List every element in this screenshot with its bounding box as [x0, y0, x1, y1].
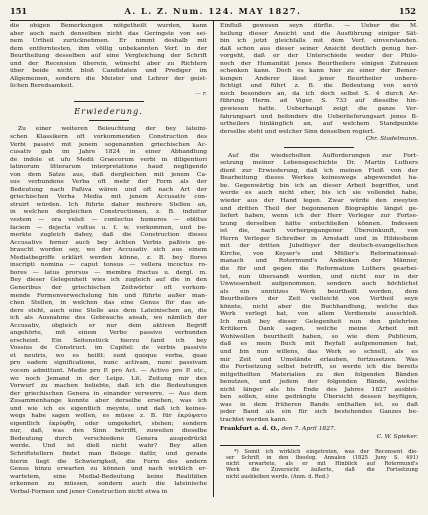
text-line: werde es auch nicht eher, bis ich sie vollendet habe, [220, 189, 418, 197]
column-divider [213, 21, 214, 497]
text-line: pro eadem significatione, nunc activam, nunc passivam [10, 359, 207, 367]
date: den 7. April 1827. [281, 425, 336, 433]
text-line: Bearbeitung dieses Werkes keineswegs abgewendet ha- [220, 174, 418, 182]
text-line: ser Schrift in den theolog. Annalen (1825 Juny S. 491) [226, 454, 418, 461]
text-line: mitgetheilten Materialien zu den folgenden Bänden [220, 370, 418, 378]
text-line: de indole et ufu Medii Graecorum verbi in diligentiori [10, 155, 207, 163]
text-line: Wohlwollen beurtheilt haben, so wie dem Publicum, [220, 332, 418, 340]
text-line: von dem Satze aus, daß dergleichen mit jenem Ca- [10, 170, 207, 178]
text-line: eigentlich ἐκρύφθη, oder umgekehrt, stehen; sondern [10, 419, 207, 427]
text-line: wo noch Jemand in der Leipz. Lit. Zeitung mir den [10, 374, 207, 382]
text-line: ben sollen, eine gedrängte Übersicht dessen beyfügen, [220, 393, 418, 401]
text-line: Werk die Zuversicht äußerte, daß die Fortsetzung [226, 467, 418, 474]
text-line: ich als Ausnahme des Gebrauchs ansah, wo nämlich der [10, 314, 207, 322]
text-line: angehörte, mit einem Verbo passivo verbunden [10, 329, 207, 337]
text-line: und der Recension überein, wünscht aber zu Richtern [10, 59, 207, 67]
text-line: hierin liegt die Schwierigkeit, die Form des andern [10, 457, 207, 465]
text-line: be. Gegenwärtig bin ich an dieser Arbeit begriffen, und [220, 181, 418, 189]
text-line: bin ich jetzt gleichfalls mit dem Verf. einverstanden. [220, 37, 418, 45]
text-line: Werk verlegt hat, von allem Verdienste ausschloß. [220, 310, 418, 318]
text-line: bores — latus prorsus — membra fractus u. dergl. m. [10, 268, 207, 276]
right-column [220, 22, 418, 480]
text-line: Verbi passivi mit jenem sogenannten griechischen Ac- [10, 140, 207, 148]
text-line: führung Herm. ad Viger. S. 733 auf dieselbe hin- [220, 97, 418, 105]
text-line: dient zur Erwiederung, daß ich meinen Fleiß von der [220, 166, 418, 174]
text-line: schenken kann. Doch es kann hier zu einer der Bemer- [220, 67, 418, 75]
erwiederung-body [10, 125, 207, 495]
text-line: und wie ich es eigentlich meynte, und daß ich keines- [10, 404, 207, 412]
section-rule [89, 120, 129, 121]
intro-signature: — r. [195, 89, 207, 97]
author-signature: Chr. Stadelmann. [365, 135, 418, 143]
text-line: jeder Band als ein für sich bestehendes Ganzes be- [220, 408, 418, 416]
text-line: fichtigt und führt z. B. die Bedeutung von κατὰ [220, 82, 418, 90]
text-line: was in dem früheren Bande enthalten ist, so daß [220, 400, 418, 408]
announcement-author: C. W. Spieker. [376, 432, 418, 440]
section-rule [284, 147, 354, 148]
text-line: noch der Humanität jenes Beurtheilers einigen Zutrauen [220, 59, 418, 67]
page-header [10, 6, 416, 20]
text-line: die für und gegen die Reformation Luthers gearbei- [220, 264, 418, 272]
text-line: und dritten Theil der begonnenen Biographie längst ge- [220, 204, 418, 212]
text-line: *) Somit ich wirklich eingetreten, was der Recensent die- [234, 448, 418, 455]
page-number: 151 [10, 6, 28, 16]
text-line: Bedeutung durch verschiedene Genera ausgedrückt [10, 434, 207, 442]
text-line: die obigen Bemerkungen mitgetheilt wurden, kann [10, 22, 207, 29]
text-line: aber auch nach denselben nicht das Geringste von sei- [10, 29, 207, 37]
text-line: nicht erwartete, als er mit Hinblick auf Rotermund's [226, 461, 418, 468]
text-line: trachtet werden kann. [220, 415, 288, 423]
text-line: Genus hinzu erwarten zu können und nach wirklich er- [10, 465, 207, 473]
text-line: Beurtheilers der Zeit vielleicht von Vortheil seyn [220, 295, 418, 303]
text-line: Bey dieser Gelegenheit wies ich zugleich auf die in den [10, 276, 207, 284]
text-line: tet, nun übersandt worden, und nicht nur in der [220, 272, 418, 280]
text-line: ist die, nach vorhergegangener Übereinkunft, von [220, 227, 418, 235]
section-title: Erwiederung. [74, 106, 143, 117]
text-line: merkte zugleich dabey, daß die Construction dieses [10, 231, 207, 239]
column-number: 152 [398, 6, 416, 16]
text-line: die Fortsetzung selbst betrifft, so werde ich die bereits [220, 363, 418, 371]
text-line: chen Stellen, in welchen das eine Genus für das an- [10, 299, 207, 307]
text-line: Generibus der griechischen Zeitwörter oft vorkom- [10, 283, 207, 291]
place: Frankfurt a. d. O., [220, 425, 280, 433]
text-line: Accusativs ferner auch bey ächten Verbis paßivis ge- [10, 238, 207, 246]
continued-paragraph [220, 22, 418, 135]
intro-paragraph [10, 22, 207, 90]
text-line: braucht worden sey, wo der Accusativ sich aus einem [10, 246, 207, 254]
text-line: lichen Beredsamkeit. [10, 82, 74, 90]
text-line: inscripti nomina — caput tonsus — vellera incoctus ro- [10, 261, 207, 269]
text-line: in welchen dergleichen Constructionen, z. B. induitur [10, 208, 207, 216]
text-line: Einfluß gewesen seyn dürfte. — Ueber die M. [220, 22, 418, 29]
text-line: daß schon aus dieser seiner Ansicht deutlich genug her- [220, 44, 418, 52]
footnote-rule [220, 445, 300, 446]
text-line: Kirche, von Keyser's und Müller's Reformationsal- [220, 249, 418, 257]
text-line: Herrn Verleger Schreiber in Arnstadt und in Hildesheim [220, 234, 418, 242]
text-line: mir Zeit und Umstände erlauben, fortzusetzen. Was [220, 355, 418, 363]
text-line: nicht länger als bis Ende des Jahres 1827 ausblei- [220, 385, 418, 393]
text-line: noch besonders an, da ich doch selbst S. 4 durch Ar- [220, 89, 418, 97]
text-line: Ich muß bey dieser Gelegenheit nun den gelehrten [220, 317, 418, 325]
text-line: nicht ausbleiben werde. (Anm. d. Red.) [226, 473, 329, 480]
footnote [220, 449, 418, 480]
text-line: der griechischen Genera in einander verwerre. — Aus dem [10, 389, 207, 397]
text-line: über beide nicht bloß Candidaten und Prediger im [10, 67, 207, 75]
text-line: könnte, nicht aber die Buchhandlung, welche das [220, 302, 418, 310]
text-line: faciem — dejecta vultus u. f. w. vorkommen, und be- [10, 223, 207, 231]
text-line: Vossius de Construct. im Capitel: de verbis passivis [10, 344, 207, 352]
text-line: sus verbundene Verba oft mehr der Form als der [10, 178, 207, 186]
text-line: Mediatbegriffe erklärt werden könne, z. B. bey flores [10, 253, 207, 261]
text-line: liefert haben, wenn ich der Herr Verleger zur Fortse- [220, 212, 418, 220]
text-line: dere steht, auch eine Stelle aus dem Lateinischen an, die [10, 306, 207, 314]
text-line: Auf die wiederholten Aufforderungen zur Fort- [228, 151, 418, 159]
text-line: Bedeutung nach Paßiva wären und oft nach Art der [10, 185, 207, 193]
text-line: Verbal-Formen und jener Construction nicht etwa in [10, 487, 168, 495]
text-line: dem entferntesten, ihm völlig unbekannten Verf. in der [10, 44, 207, 52]
text-line: Schriftstellern findet man Belege dafür, und gerade [10, 449, 207, 457]
text-line: werde. Und ist dieß nicht wahr? Bey allen [10, 442, 207, 450]
text-line: latinorum litterarum interpretatione haud negligendo [10, 163, 207, 171]
text-line: kungen Anderer lässt jener Beurtheiler unbere- [220, 74, 418, 82]
text-line: tzung derselben hätte entschließen können. Indessen [220, 219, 418, 227]
text-line: urtheilers hinlänglich an, auf welchem Standpunkte [220, 120, 418, 128]
text-line: Kritikern Dank sagen, welche meine Arbeit mit [220, 325, 418, 333]
journal-title: A. L. Z. Num. 124. MAY 1827. [124, 6, 302, 16]
text-line: Unwissenheit aufgenommen, sondern auch höchlichst [220, 280, 418, 288]
text-line: mit der dritten Jubelfeyer der deutsch-evangelischen [220, 242, 418, 250]
text-line: wartetem, eine Medial-Bedeutung keine Realitäten [10, 472, 207, 480]
dateline [220, 425, 418, 433]
text-line: wieder aus der Hand legen. Zwar würde den zweyten [220, 197, 418, 205]
text-line: heilung dieser Ansicht und die Ausführung einiger Sät- [220, 29, 418, 37]
text-line: et neutris, wo es heißt: sunt quoque verba, quae [10, 351, 207, 359]
text-line: als ein unnützes Werk beurtheilt worden, dem [220, 287, 418, 295]
text-line: Allgemeinen, sondern die Meister und Lehrer der geist- [10, 74, 207, 82]
text-line: mende Formenverwechslung hin und führte außer man- [10, 291, 207, 299]
text-line: vorgeht, daß er der Unterschiede weder der Philo- [220, 52, 418, 60]
text-line: manach und Rotermund's Andenken der Männer, [220, 257, 418, 265]
announcement-body [220, 152, 418, 424]
text-line: cusativ gab im Jahre 1824 in einer Abhandlung [10, 148, 207, 156]
text-line: vestem — ora velsit — contectus humeros — oblitus [10, 216, 207, 224]
left-column [10, 22, 207, 495]
text-line: Zu einer weiteren Beleuchtung der bey lateini- [18, 125, 207, 133]
text-line: struirt würden. Ich führte daher mehrere Stellen an, [10, 200, 207, 208]
text-line: schen Klassikern oft vorkommenden Construction des [10, 133, 207, 141]
text-line: setzung meiner Lebensgeschichte Dr. Martin Luthers [220, 159, 418, 167]
text-line: Beurtheilung desselben auf eine Vergleichung der Schrift [10, 52, 207, 60]
text-line: erkennen zu müssen, sondern auch die lateinische [10, 480, 207, 488]
text-line: wegs habe sagen wollen, es müsse z. B. für ἐκρύψατο [10, 412, 207, 420]
text-line: Zusammenhange konnte aber derselbe ersehen, was ich [10, 397, 207, 405]
text-line: Vorwurf zu machen beliebte, daß ich die Bedeutungen [10, 382, 207, 390]
text-line: nur, daß, was den Sinn betrifft, zuweilen dieselbe [10, 427, 207, 435]
text-line: vocem admittunt. Medio pro P. pro Act. — Activo pro P. etc., [10, 366, 207, 374]
section-rule [74, 101, 144, 102]
text-line: griechischen Verba Media mit jenem Accusativ con- [10, 193, 207, 201]
text-line: nem Urtheil zurücknehmen. Er nimmt deshalb mit [10, 37, 207, 45]
text-line: derselbe steht und welcher Sinn denselben regiert. [220, 127, 375, 135]
text-line: benutzen, und jedem der folgenden Bände, welche [220, 378, 418, 386]
text-line: gewiesen hatte. Ueberhaupt zeigt die ganze Ver- [220, 105, 418, 113]
text-line: fahrungsart und befonders die Ueberlieferungsart jenes B- [220, 112, 418, 120]
text-line: Accusativ, obgleich er nur dem aktiven Begriff [10, 321, 207, 329]
text-line: und bin nun willens, das Werk so schnell, als es [220, 347, 418, 355]
text-line: erscheint. Ein Seitenstück hierzu fand ich bey [10, 336, 207, 344]
text-line: daß es mein Buch mit Beyfall aufgenommen hat, [220, 340, 418, 348]
